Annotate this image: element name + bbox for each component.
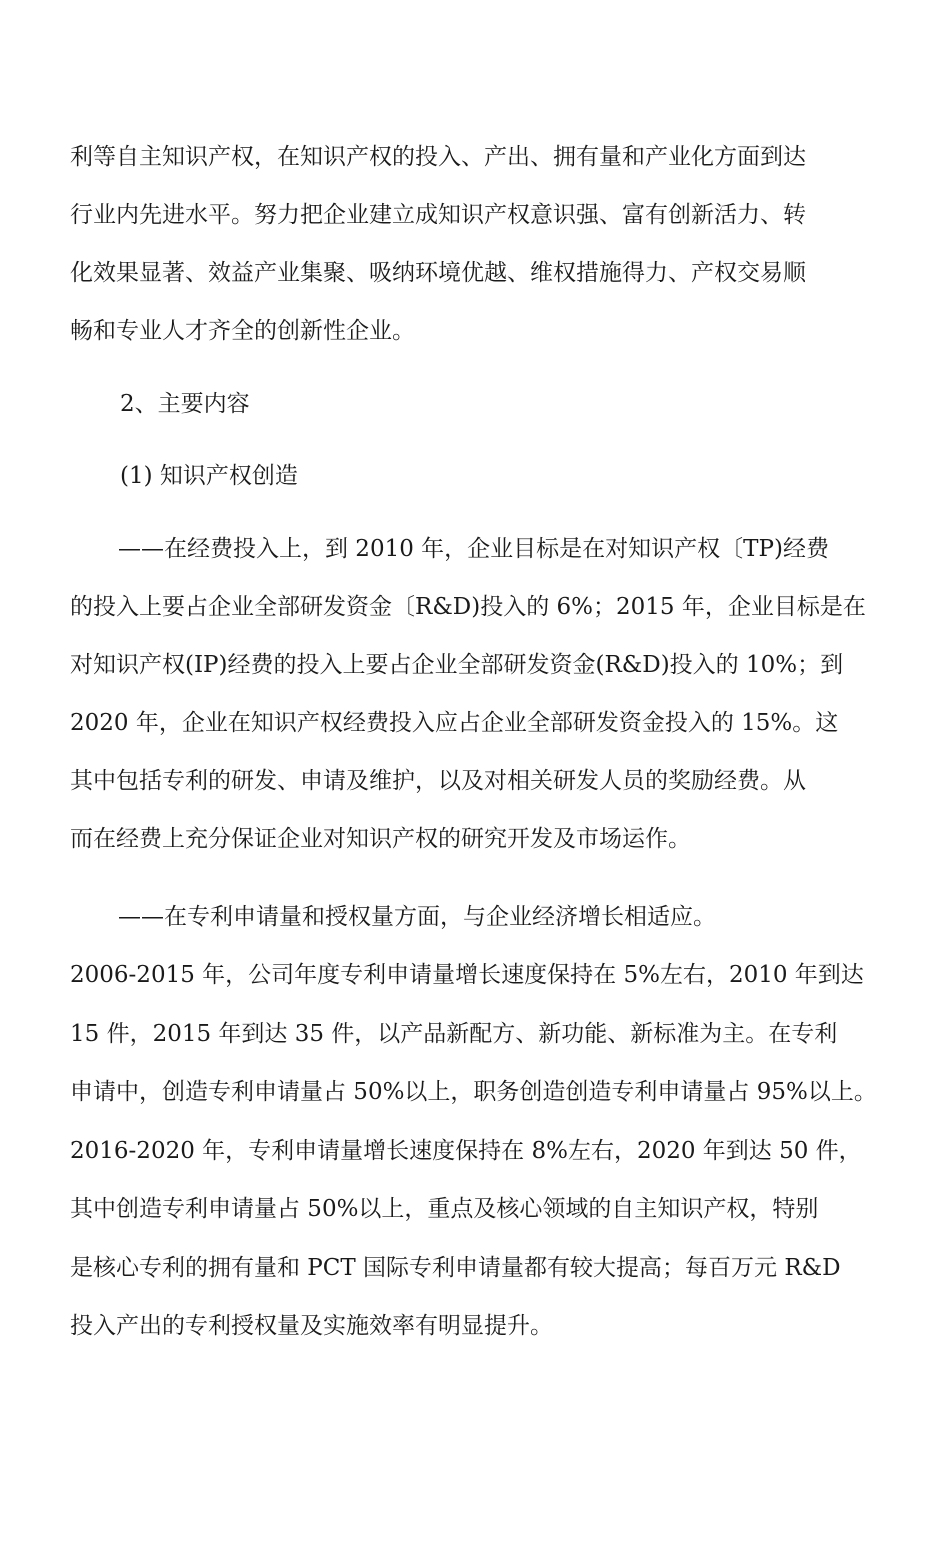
paragraph-line: 其中创造专利申请量占 50%以上，重点及核心领域的自主知识产权，特别 bbox=[70, 1196, 819, 1222]
subsection-heading: (1) 知识产权创造 bbox=[120, 463, 298, 489]
paragraph-line: 2006-2015 年，公司年度专利申请量增长速度保持在 5%左右，2010 年到达 bbox=[70, 962, 864, 988]
paragraph-line: 化效果显著、效益产业集聚、吸纳环境优越、维权措施得力、产权交易顺 bbox=[70, 260, 806, 286]
paragraph-line: 是核心专利的拥有量和 PCT 国际专利申请量都有较大提高；每百万元 R&D bbox=[70, 1255, 841, 1281]
paragraph-line: 其中包括专利的研发、申请及维护，以及对相关研发人员的奖励经费。从 bbox=[70, 768, 806, 794]
paragraph-line: 对知识产权(IP)经费的投入上要占企业全部研发资金(R&D)投入的 10%；到 bbox=[70, 652, 844, 678]
paragraph-line: 行业内先进水平。努力把企业建立成知识产权意识强、富有创新活力、转 bbox=[70, 202, 806, 228]
paragraph-line: 2020 年，企业在知识产权经费投入应占企业全部研发资金投入的 15%。这 bbox=[70, 710, 839, 736]
paragraph-line: 利等自主知识产权，在知识产权的投入、产出、拥有量和产业化方面到达 bbox=[70, 144, 806, 170]
paragraph-line: 投入产出的专利授权量及实施效率有明显提升。 bbox=[70, 1313, 553, 1339]
paragraph-line: 而在经费上充分保证企业对知识产权的研究开发及市场运作。 bbox=[70, 826, 691, 852]
paragraph-line: 畅和专业人才齐全的创新性企业。 bbox=[70, 318, 415, 344]
section-heading: 2、主要内容 bbox=[120, 391, 250, 417]
paragraph-line: 的投入上要占企业全部研发资金〔R&D)投入的 6%；2015 年，企业目标是在 bbox=[70, 594, 866, 620]
paragraph-line: 申请中，创造专利申请量占 50%以上，职务创造创造专利申请量占 95%以上。 bbox=[70, 1079, 877, 1105]
paragraph-line: ——在专利申请量和授权量方面，与企业经济增长相适应。 bbox=[118, 904, 716, 930]
paragraph-line: 15 件，2015 年到达 35 件，以产品新配方、新功能、新标准为主。在专利 bbox=[70, 1021, 838, 1047]
paragraph-line: 2016-2020 年，专利申请量增长速度保持在 8%左右，2020 年到达 50 件， bbox=[70, 1138, 862, 1164]
paragraph-line: ——在经费投入上，到 2010 年，企业目标是在对知识产权〔TP)经费 bbox=[118, 536, 829, 562]
